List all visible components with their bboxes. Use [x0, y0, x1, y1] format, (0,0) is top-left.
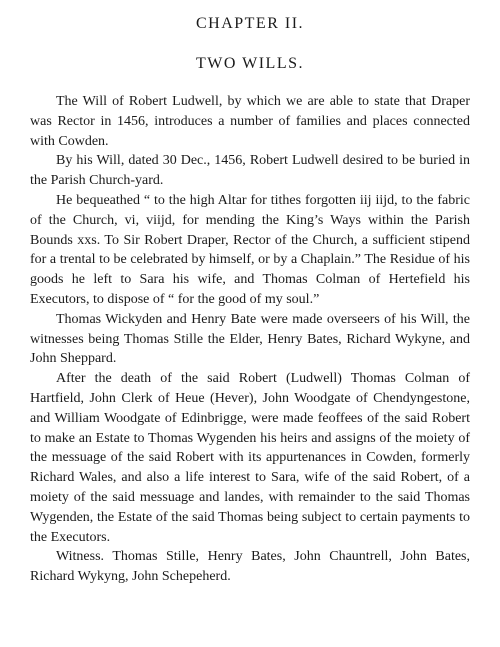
paragraph-feoffees: After the death of the said Robert (Ludwell) Thomas Colman of Hartfield, John Clerk of Heue (Hever), John Woodgate of Chendyngestone, and William Woodgate of Edinbrigge, were made feoffees of the said Robert to make an Estate to Thomas Wygenden his heirs and assigns of the moiety of the messuage of the said Robert with its appurtenances in Cowden, formerly Richard Wales, and also a life interest to Sara, wife of the said Robert, of a moiety of the said messuage and landes, with remainder to the said Thomas Wygenden, the Estate of the said Thomas being subject to certain payments to the Executors.: [30, 371, 470, 545]
chapter-title: TWO WILLS.: [195, 55, 304, 72]
book-page: [30, 14, 470, 587]
paragraph-overseers: Thomas Wickyden and Henry Bate were made overseers of his Will, the witnesses being Thomas Stille the Elder, Henry Bates, Richard Wykyne, and John Sheppard.: [30, 311, 470, 367]
paragraph-burial: By his Will, dated 30 Dec., 1456, Robert Ludwell desired to be buried in the Parish Church-yard.: [30, 153, 470, 189]
chapter-heading: CHAPTER II.: [195, 15, 305, 32]
paragraph-witness: Witness. Thomas Stille, Henry Bates, John Chauntrell, John Bates, Richard Wykyng, John Schepeherd.: [30, 549, 470, 585]
paragraph-bequest: He bequeathed “ to the high Altar for tithes forgotten iij iijd, to the fabric of the Church, vi, viijd, for mending the King’s Ways within the Parish Bounds xxs. To Sir Robert Draper, Rector of the Church, a sufficient stipend for a trental to be celebrated by himself, or by a Chaplain.” The Residue of his goods he left to Sara his wife, and Thomas Colman of Hertefield his Executors, to dispose of “ for the good of my soul.”: [30, 192, 470, 307]
paragraph-intro: The Will of Robert Ludwell, by which we are able to state that Draper was Rector in 1456, introduces a number of families and places connected with Cowden.: [30, 94, 470, 149]
